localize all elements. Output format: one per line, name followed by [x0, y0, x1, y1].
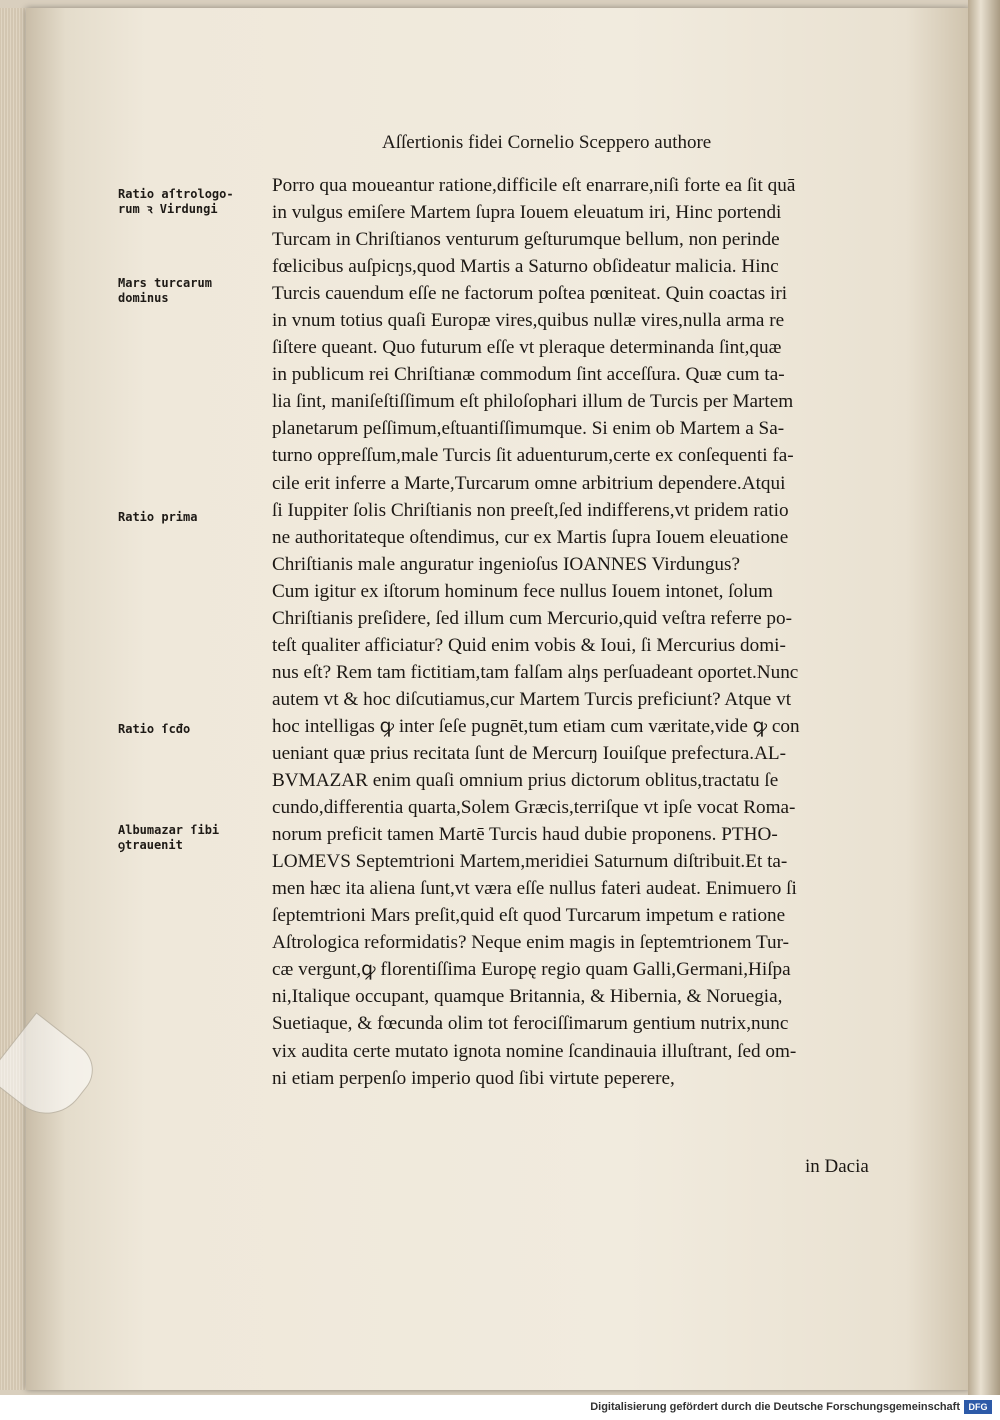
- text-line: hoc intelligas ꝙ inter ſeſe pugnēt,tum etiam cum væritate,vide ꝙ con: [272, 715, 800, 737]
- dfg-logo: DFG: [964, 1400, 992, 1414]
- book-page-edges: [0, 8, 26, 1390]
- text-line: in vnum totius quaſi Europæ vires,quibus nullæ vires,nulla arma re: [272, 310, 785, 332]
- text-line: Porro qua moueantur ratione,difficile eſt enarrare,niſi forte ea ſit quā: [272, 175, 796, 196]
- text-line: Cum igitur ex iſtorum hominum fece nullus Iouem intonet, ſolum: [272, 580, 773, 602]
- text-line: cile erit inferre a Marte,Turcarum omne arbitrium dependere.Atqui: [272, 472, 786, 494]
- text-line: ſi Iuppiter ſolis Chriſtianis non preeſt,ſed indifferens,vt pridem ratio: [272, 499, 789, 521]
- marginal-note: [118, 276, 212, 306]
- text-line: LOMEVS Septemtrioni Martem,meridiei Saturnum diſtribuit.Et ta-: [272, 851, 788, 873]
- text-line: Suetiaque, & fœcunda olim tot ferociſſimarum gentium nutrix,nunc: [272, 1013, 789, 1035]
- text-line: Turcis cauendum eſſe ne factorum poſtea pœniteat. Quin coactas iri: [272, 283, 788, 305]
- text-line: ne authoritateque oſtendimus, cur ex Martis ſupra Iouem eleuatione: [272, 526, 789, 548]
- text-line: fœlicibus auſpicŋs,quod Martis a Saturno obſideatur malicia. Hinc: [272, 256, 779, 278]
- marginal-note: [118, 823, 219, 853]
- book-right-edge: [968, 0, 1000, 1395]
- marginal-note-text: Albumazar ſibi ꝯtrauenit: [118, 823, 220, 852]
- text-line: Chriſtianis male anguratur ingenioſus IOANNES Virdungus?: [272, 553, 740, 575]
- text-line: ueniant quæ prius recitata ſunt de Mercurŋ Iouiſque prefectura.AL-: [272, 742, 787, 764]
- text-line: teſt qualiter afficiatur? Quid enim vobis & Ioui, ſi Mercurius domi-: [272, 634, 786, 656]
- marginal-note: [118, 722, 190, 737]
- body-text-block: [272, 172, 887, 1092]
- marginal-note-text: Mars turcarum dominus: [118, 276, 212, 305]
- text-line: ſeptemtrioni Mars preſit,quid eſt quod Turcarum impetum e ratione: [272, 905, 786, 927]
- text-line: nus eſt? Rem tam fictitiam,tam falſam alŋs perſuadeant oportet.Nunc: [272, 661, 799, 683]
- text-line: norum preficit tamen Martē Turcis haud dubie proponens. PTHO-: [272, 824, 778, 846]
- text-line: BVMAZAR enim quaſi omnium prius dictorum oblitus,tractatu ſe: [272, 770, 779, 792]
- marginal-note: [118, 187, 234, 217]
- text-line: ſiſtere queant. Quo futurum eſſe vt pleraque determinanda ſint,quæ: [272, 337, 782, 359]
- text-line: men hæc ita aliena ſunt,vt væra eſſe nullus fateri audeat. Enimuero ſi: [272, 878, 797, 900]
- text-line: in publicum rei Chriſtianæ commodum ſint acceſſura. Quæ cum ta-: [272, 364, 785, 386]
- text-line: planetarum peſſimum,eſtuantiſſimumque. Si enim ob Martem a Sa-: [272, 418, 785, 440]
- digitization-credit: Digitalisierung gefördert durch die Deutsche Forschungsgemeinschaft: [590, 1401, 960, 1413]
- text-line: Aſtrologica reformidatis? Neque enim magis in ſeptemtrionem Tur-: [272, 932, 790, 954]
- text-line: in vulgus emiſere Martem ſupra Iouem eleuatum iri, Hinc portendi: [272, 202, 782, 224]
- marginal-note: [118, 510, 197, 525]
- text-line: ni,Italique occupant, quamque Britannia, & Hibernia, & Noruegia,: [272, 986, 783, 1008]
- running-header: Aſſertionis fidei Cornelio Sceppero authore: [382, 132, 712, 153]
- text-line: autem vt & hoc diſcutiamus,cur Martem Turcis preficiunt? Atque vt: [272, 688, 792, 710]
- text-line: cæ vergunt,ꝙ florentiſſima Europę regio quam Galli,Germani,Hiſpa: [272, 959, 791, 981]
- marginal-note-text: Ratio prima: [118, 510, 198, 524]
- text-line: cundo,differentia quarta,Solem Græcis,terriſque vt ipſe vocat Roma-: [272, 797, 796, 819]
- text-line: ni etiam perpenſo imperio quod ſibi virtute peperere,: [272, 1067, 675, 1089]
- text-line: lia ſint, maniſeſtiſſimum eſt philoſophari illum de Turcis per Martem: [272, 391, 794, 413]
- text-line: vix audita certe mutato ignota nomine ſcandinauia illuſtrant, ſed om-: [272, 1040, 797, 1062]
- marginal-note-text: Ratio ſcđo: [118, 722, 191, 736]
- marginal-note-text: Ratio aſtrologo- rum ꝛ Virdungi: [118, 187, 234, 216]
- text-line: turno oppreſſum,male Turcis ſit aduenturum,certe ex conſequenti fa-: [272, 445, 794, 467]
- catchword: in Dacia: [805, 1156, 869, 1177]
- text-line: Chriſtianis preſidere, ſed illum cum Mercurio,quid veſtra referre po-: [272, 607, 793, 629]
- text-line: Turcam in Chriſtianos venturum geſturumque bellum, non perinde: [272, 229, 780, 251]
